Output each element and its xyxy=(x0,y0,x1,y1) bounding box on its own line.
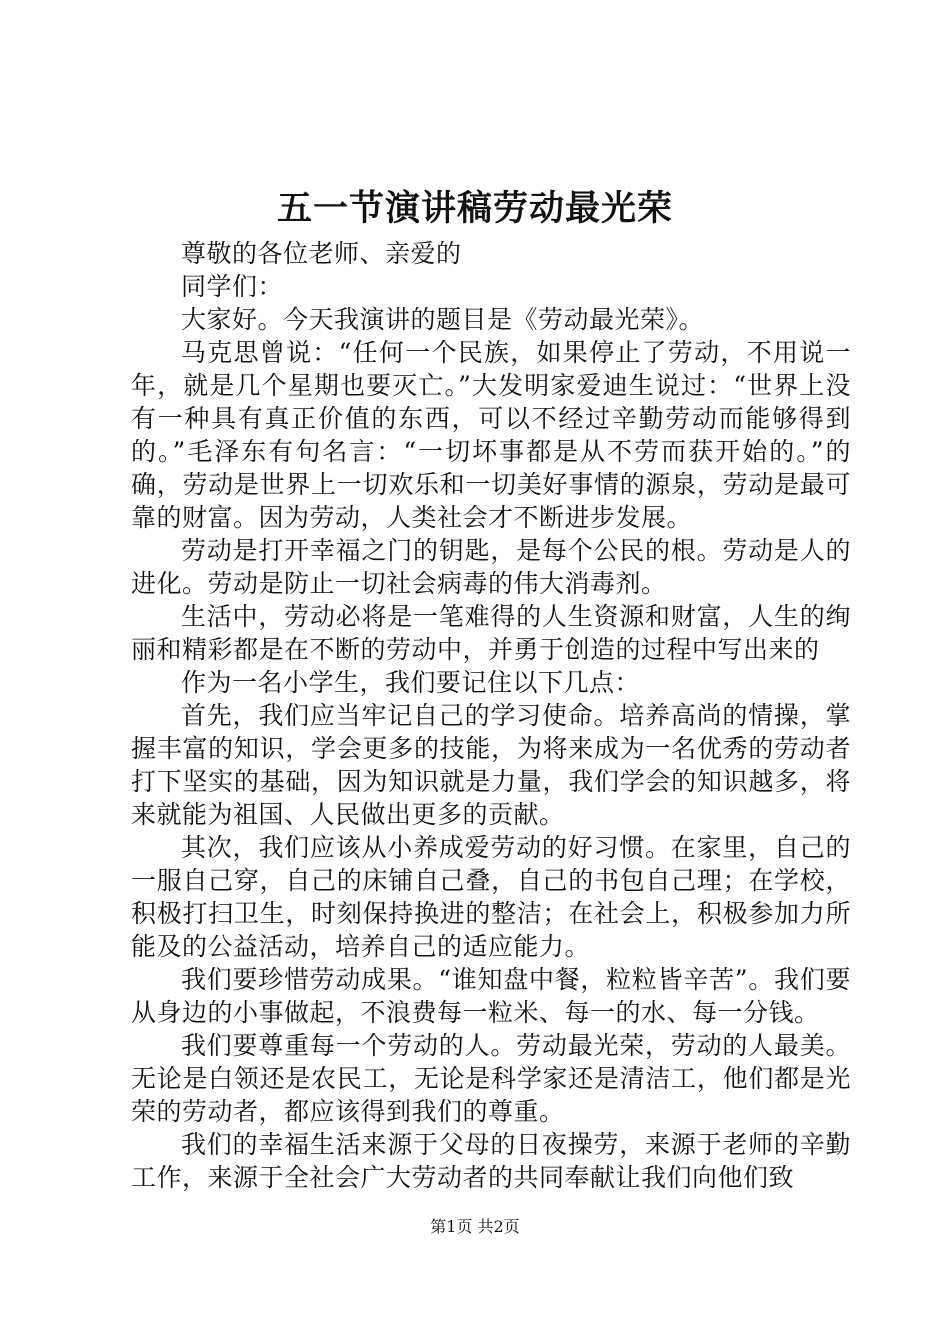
salutation-line-1: 尊敬的各位老师、亲爱的 xyxy=(181,239,462,268)
paragraph-respect-workers: 我们要尊重每一个劳动的人。劳动最光荣，劳动的人最美。无论是白领还是农民工，无论是科学家还是清洁工，他们都是光荣的劳动者，都应该得到我们的尊重。 xyxy=(131,1031,851,1126)
paragraph-key-to-happiness: 劳动是打开幸福之门的钥匙，是每个公民的根。劳动是人的进化。劳动是防止一切社会病毒的伟大消毒剂。 xyxy=(131,536,851,598)
paragraph-life-resource: 生活中，劳动必将是一笔难得的人生资源和财富，人生的绚丽和精彩都是在不断的劳动中，并勇于创造的过程中写出来的 xyxy=(131,602,851,664)
paragraph-gratitude: 我们的幸福生活来源于父母的日夜操劳，来源于老师的辛勤工作，来源于全社会广大劳动者的共同奉献让我们向他们致 xyxy=(131,1130,851,1192)
paragraph-quotes: 马克思曾说：“任何一个民族，如果停止了劳动，不用说一年，就是几个星期也要灭亡。”大发明家爱迪生说过：“世界上没有一种具有真正价值的东西，可以不经过辛勤劳动而能够得到的。”毛泽东有句名言：“一切坏事都是从不劳而获开始的。”的确，劳动是世界上一切欢乐和一切美好事情的源泉，劳动是最可靠的财富。因为劳动，人类社会才不断进步发展。 xyxy=(131,338,851,532)
salutation-line-2: 同学们： xyxy=(181,272,284,301)
paragraph-cherish-results: 我们要珍惜劳动成果。“谁知盘中餐，粒粒皆辛苦”。我们要从身边的小事做起，不浪费每一粒米、每一的水、每一分钱。 xyxy=(131,965,851,1027)
paragraph-second-point: 其次，我们应该从小养成爱劳动的好习惯。在家里，自己的一服自己穿，自己的床铺自己叠，自己的书包自己理；在学校，积极打扫卫生，时刻保持换进的整洁；在社会上，积极参加力所能及的公益活动，培养自己的适应能力。 xyxy=(131,833,851,961)
document-body xyxy=(131,237,851,1194)
document-title: 五一节演讲稿劳动最光荣 xyxy=(276,188,673,229)
paragraph-first-point: 首先，我们应当牢记自己的学习使命。培养高尚的情操，掌握丰富的知识，学会更多的技能，为将来成为一名优秀的劳动者打下坚实的基础，因为知识就是力量，我们学会的知识越多，将来就能为祖国、人民做出更多的贡献。 xyxy=(131,701,851,829)
page-number-footer: 第1页 共2页 xyxy=(430,1217,520,1236)
paragraph-greeting: 大家好。今天我演讲的题目是《劳动最光荣》。 xyxy=(181,305,705,334)
paragraph-points-intro: 作为一名小学生，我们要记住以下几点： xyxy=(181,668,641,697)
